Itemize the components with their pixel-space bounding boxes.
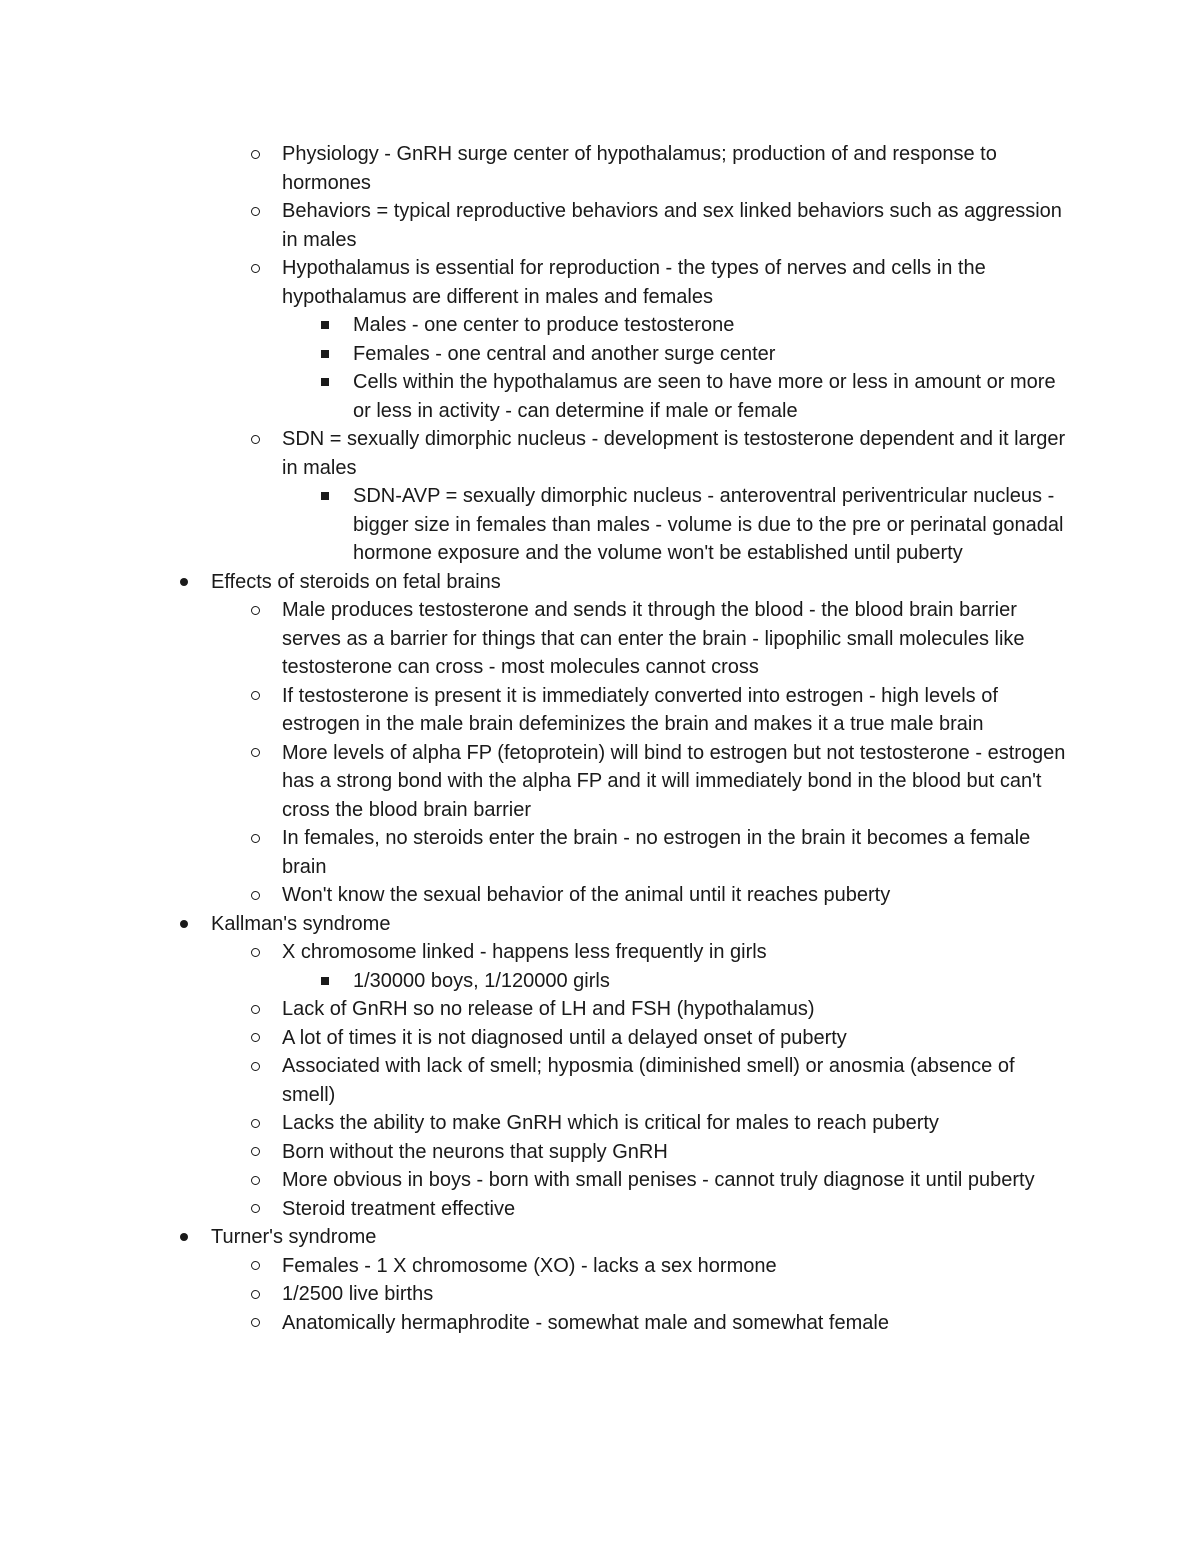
list-item-text: Females - 1 X chromosome (XO) - lacks a sex hormone bbox=[282, 1254, 777, 1277]
list-item bbox=[0, 1309, 1200, 1338]
list-item bbox=[0, 254, 1200, 311]
list-item-text: Females - one central and another surge center bbox=[353, 342, 776, 365]
list-item-text: Kallman's syndrome bbox=[211, 912, 391, 935]
list-item-text: SDN = sexually dimorphic nucleus - development is testosterone dependent and it larger in males bbox=[282, 428, 1066, 479]
square-bullet-icon bbox=[318, 311, 332, 340]
list-item-text: Physiology - GnRH surge center of hypothalamus; production of and response to hormones bbox=[282, 143, 997, 194]
hollow-bullet-icon bbox=[248, 1309, 262, 1338]
list-item bbox=[0, 995, 1200, 1024]
list-item-text: Turner's syndrome bbox=[211, 1226, 377, 1248]
list-item-text: SDN-AVP = sexually dimorphic nucleus - anteroventral periventricular nucleus - bigger size in females than males - volume is due to the pre or perinatal gonadal hormone exposure and the volume won't be established until puberty bbox=[353, 485, 1064, 564]
filled-bullet-icon bbox=[177, 568, 191, 597]
list-item bbox=[0, 1109, 1200, 1138]
hollow-bullet-icon bbox=[248, 596, 262, 625]
hollow-bullet-icon bbox=[248, 1166, 262, 1195]
list-item bbox=[0, 596, 1200, 682]
hollow-bullet-icon bbox=[248, 425, 262, 454]
square-bullet-icon bbox=[318, 967, 332, 996]
list-item bbox=[0, 1138, 1200, 1167]
hollow-bullet-icon bbox=[248, 1052, 262, 1081]
hollow-bullet-icon bbox=[248, 1252, 262, 1281]
hollow-bullet-icon bbox=[248, 881, 262, 910]
hollow-bullet-icon bbox=[248, 1024, 262, 1053]
list-item bbox=[0, 1252, 1200, 1281]
list-item bbox=[0, 1223, 1200, 1252]
list-item-text: More levels of alpha FP (fetoprotein) will bind to estrogen but not testosterone - estrogen has a strong bond with the alpha FP and it will immediately bond in the blood but can't cross the blood brain barrier bbox=[282, 741, 1066, 821]
list-item bbox=[0, 425, 1200, 482]
hollow-bullet-icon bbox=[248, 1195, 262, 1224]
list-item bbox=[0, 824, 1200, 881]
hollow-bullet-icon bbox=[248, 682, 262, 711]
list-item bbox=[0, 1052, 1200, 1109]
list-item-text: Steroid treatment effective bbox=[282, 1197, 516, 1220]
list-item bbox=[0, 197, 1200, 254]
list-item-text: If testosterone is present it is immediately converted into estrogen - high levels of estrogen in the male brain defeminizes the brain and makes it a true male brain bbox=[282, 684, 998, 735]
list-item-text: 1/30000 boys, 1/120000 girls bbox=[353, 969, 610, 992]
list-item-text: Cells within the hypothalamus are seen to have more or less in amount or more or less in activity - can determine if male or female bbox=[353, 371, 1056, 422]
document-body bbox=[0, 140, 1200, 1337]
list-item bbox=[0, 568, 1200, 597]
list-item bbox=[0, 311, 1200, 340]
list-item-text: Born without the neurons that supply GnRH bbox=[282, 1140, 668, 1163]
list-item-text: X chromosome linked - happens less frequently in girls bbox=[282, 941, 767, 963]
list-item bbox=[0, 1280, 1200, 1309]
hollow-bullet-icon bbox=[248, 1109, 262, 1138]
hollow-bullet-icon bbox=[248, 1138, 262, 1167]
list-item bbox=[0, 910, 1200, 939]
hollow-bullet-icon bbox=[248, 254, 262, 283]
list-item bbox=[0, 739, 1200, 825]
hollow-bullet-icon bbox=[248, 1280, 262, 1309]
list-item-text: Lacks the ability to make GnRH which is critical for males to reach puberty bbox=[282, 1112, 939, 1134]
list-item-text: Won't know the sexual behavior of the animal until it reaches puberty bbox=[282, 884, 891, 906]
square-bullet-icon bbox=[318, 482, 332, 511]
list-item-text: In females, no steroids enter the brain - no estrogen in the brain it becomes a female brain bbox=[282, 827, 1031, 878]
hollow-bullet-icon bbox=[248, 140, 262, 169]
list-item bbox=[0, 1166, 1200, 1195]
list-item-text: A lot of times it is not diagnosed until a delayed onset of puberty bbox=[282, 1026, 847, 1049]
list-item-text: 1/2500 live births bbox=[282, 1283, 434, 1305]
list-item bbox=[0, 368, 1200, 425]
list-item bbox=[0, 967, 1200, 996]
hollow-bullet-icon bbox=[248, 995, 262, 1024]
list-item-text: Anatomically hermaphrodite - somewhat male and somewhat female bbox=[282, 1311, 889, 1334]
list-item-text: Lack of GnRH so no release of LH and FSH (hypothalamus) bbox=[282, 998, 815, 1020]
list-item-text: Males - one center to produce testosterone bbox=[353, 314, 735, 336]
list-item-text: Associated with lack of smell; hyposmia (diminished smell) or anosmia (absence of smell) bbox=[282, 1055, 1015, 1106]
list-item bbox=[0, 340, 1200, 369]
hollow-bullet-icon bbox=[248, 938, 262, 967]
list-item-text: Behaviors = typical reproductive behaviors and sex linked behaviors such as aggression in males bbox=[282, 200, 1062, 251]
hollow-bullet-icon bbox=[248, 824, 262, 853]
list-item-text: Male produces testosterone and sends it through the blood - the blood brain barrier serves as a barrier for things that can enter the brain - lipophilic small molecules like testosterone can cross - most molecules cannot cross bbox=[282, 599, 1025, 678]
square-bullet-icon bbox=[318, 368, 332, 397]
list-item bbox=[0, 682, 1200, 739]
list-item-text: Hypothalamus is essential for reproduction - the types of nerves and cells in the hypothalamus are different in males and females bbox=[282, 257, 986, 308]
hollow-bullet-icon bbox=[248, 739, 262, 768]
list-item bbox=[0, 881, 1200, 910]
hollow-bullet-icon bbox=[248, 197, 262, 226]
filled-bullet-icon bbox=[177, 910, 191, 939]
list-item-text: More obvious in boys - born with small penises - cannot truly diagnose it until puberty bbox=[282, 1169, 1035, 1191]
square-bullet-icon bbox=[318, 340, 332, 369]
list-item bbox=[0, 140, 1200, 197]
list-item-text: Effects of steroids on fetal brains bbox=[211, 570, 501, 593]
filled-bullet-icon bbox=[177, 1223, 191, 1252]
list-item bbox=[0, 938, 1200, 967]
list-item bbox=[0, 482, 1200, 568]
list-item bbox=[0, 1195, 1200, 1224]
list-item bbox=[0, 1024, 1200, 1053]
